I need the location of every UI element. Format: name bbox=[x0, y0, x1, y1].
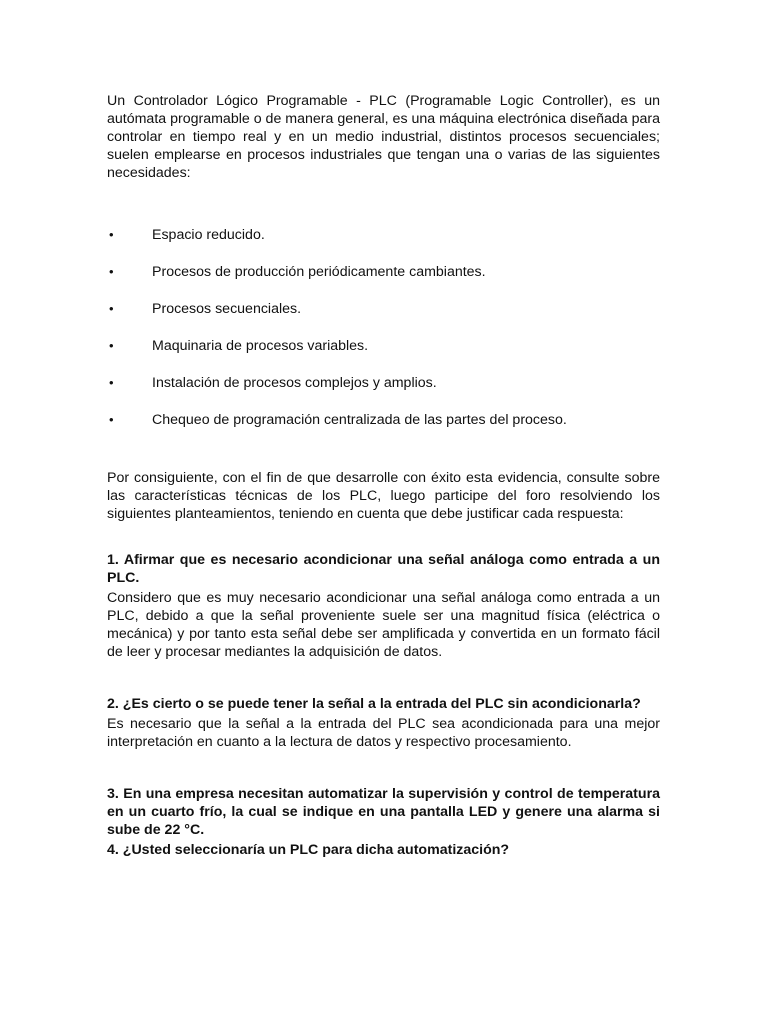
list-item bbox=[107, 300, 660, 318]
list-item-text: Procesos de producción periódicamente cambiantes. bbox=[152, 264, 486, 280]
question-3: 3. En una empresa necesitan automatizar la supervisión y control de temperatura en un cuarto frío, la cual se indique en una pantalla LED y genere una alarma si sube de 22 °C. bbox=[107, 786, 660, 838]
list-item-text: Procesos secuenciales. bbox=[152, 301, 302, 317]
bullet-icon: • bbox=[109, 375, 114, 390]
list-item bbox=[107, 374, 660, 392]
bullet-icon: • bbox=[109, 301, 114, 316]
intro-paragraph: Un Controlador Lógico Programable - PLC (Programable Logic Controller), es un autómata programable o de manera general, es una máquina electrónica diseñada para controlar en tiempo real y en un medio industrial, distintos procesos secuenciales; suelen emplearse en procesos industriales que tengan una o varias de las siguientes necesidades: bbox=[107, 93, 660, 181]
list-item bbox=[107, 411, 660, 429]
list-item-text: Maquinaria de procesos variables. bbox=[152, 338, 369, 354]
list-item bbox=[107, 263, 660, 281]
list-item bbox=[107, 337, 660, 355]
list-item-text: Chequeo de programación centralizada de las partes del proceso. bbox=[152, 412, 567, 428]
bullet-icon: • bbox=[109, 338, 114, 353]
list-item-text: Instalación de procesos complejos y amplios. bbox=[152, 375, 437, 391]
document-page bbox=[107, 92, 660, 861]
bullet-icon: • bbox=[109, 227, 114, 242]
bullet-icon: • bbox=[109, 264, 114, 279]
answer-2: Es necesario que la señal a la entrada del PLC sea acondicionada para una mejor interpretación en cuanto a la lectura de datos y respectivo procesamiento. bbox=[107, 716, 660, 750]
bullet-icon: • bbox=[109, 412, 114, 427]
list-item-text: Espacio reducido. bbox=[152, 227, 265, 243]
needs-list bbox=[107, 226, 660, 429]
answer-1: Considero que es muy necesario acondicionar una señal análoga como entrada a un PLC, debido a que la señal proveniente suele ser una magnitud física (eléctrica o mecánica) y por tanto esta señal debe ser amplificada y convertida en un formato fácil de leer y procesar mediantes la adquisición de datos. bbox=[107, 590, 660, 660]
consult-paragraph: Por consiguiente, con el fin de que desarrolle con éxito esta evidencia, consulte sobre las características técnicas de los PLC, luego participe del foro resolviendo los siguientes planteamientos, teniendo en cuenta que debe justificar cada respuesta: bbox=[107, 470, 660, 522]
question-2: 2. ¿Es cierto o se puede tener la señal a la entrada del PLC sin acondicionarla? bbox=[107, 696, 641, 712]
list-item bbox=[107, 226, 660, 244]
question-4: 4. ¿Usted seleccionaría un PLC para dicha automatización? bbox=[107, 842, 510, 858]
question-1: 1. Afirmar que es necesario acondicionar una señal análoga como entrada a un PLC. bbox=[107, 552, 660, 586]
